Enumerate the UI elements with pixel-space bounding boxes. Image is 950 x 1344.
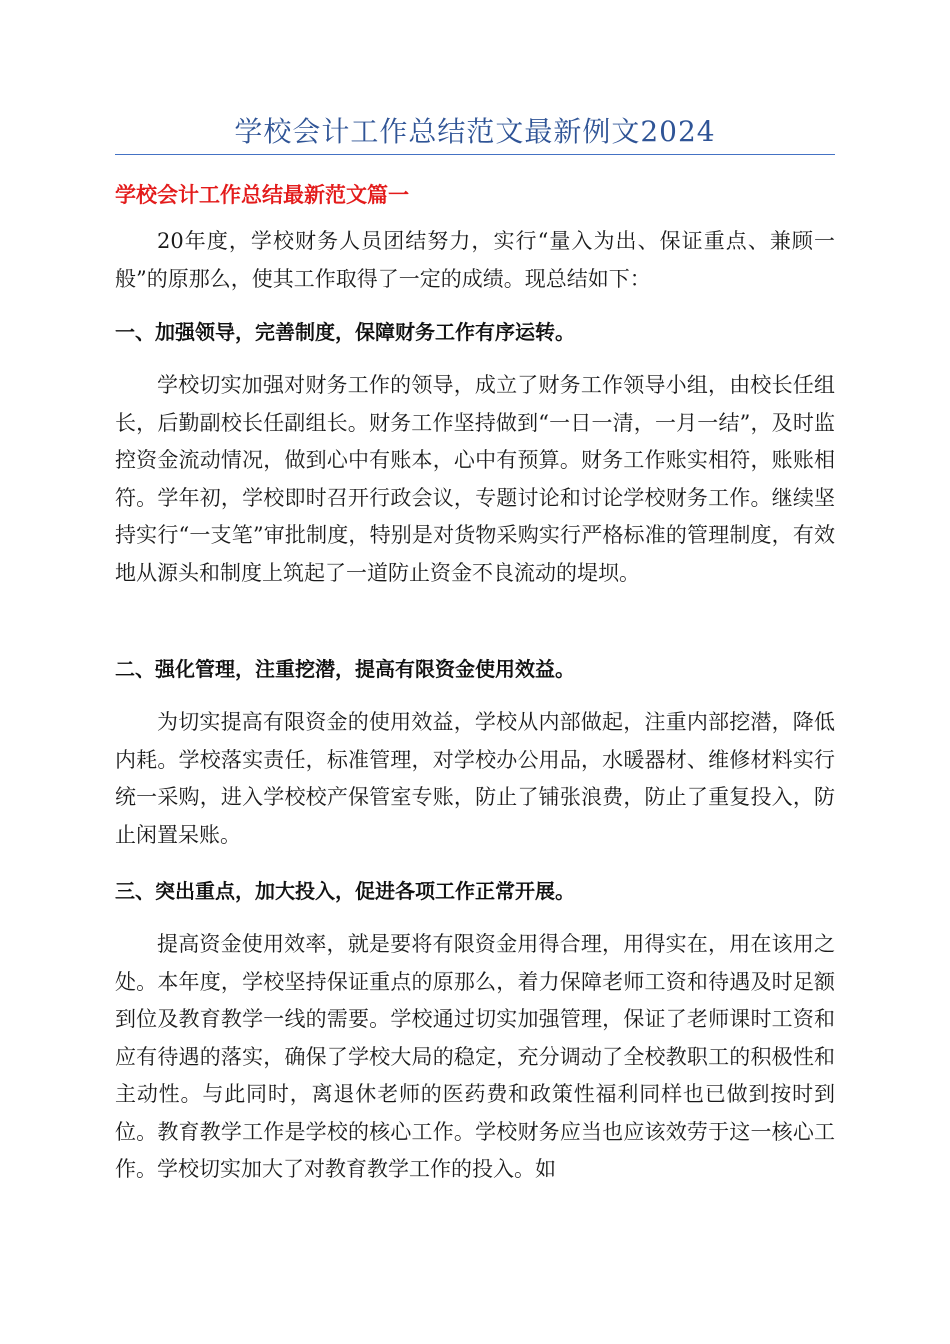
section-subtitle: 学校会计工作总结最新范文篇一 <box>115 183 409 207</box>
title-underline <box>115 154 835 155</box>
section-heading-2: 二、强化管理，注重挖潜，提高有限资金使用效益。 <box>115 657 575 681</box>
section-body-3: 提高资金使用效率，就是要将有限资金用得合理，用得实在，用在该用之处。本年度，学校坚持保证重点的原那么，着力保障老师工资和待遇及时足额到位及教育教学一线的需要。学校通过切实加强管理，保证了老师课时工资和应有待遇的落实，确保了学校大局的稳定，充分调动了全校教职工的积极性和主动性。与此同时，离退休老师的医药费和政策性福利同样也已做到按时到位。教育教学工作是学校的核心工作。学校财务应当也应该效劳于这一核心工作。学校切实加大了对教育教学工作的投入。如 <box>115 932 835 1181</box>
section-body-2: 为切实提高有限资金的使用效益，学校从内部做起，注重内部挖潜，降低内耗。学校落实责任，标准管理，对学校办公用品，水暖器材、维修材料实行统一采购，进入学校校产保管室专账，防止了铺张浪费，防止了重复投入，防止闲置呆账。 <box>115 710 835 847</box>
section-body-1: 学校切实加强对财务工作的领导，成立了财务工作领导小组，由校长任组长，后勤副校长任副组长。财务工作坚持做到“一日一清，一月一结”，及时监控资金流动情况，做到心中有账本，心中有预算。财务工作账实相符，账账相符。学年初，学校即时召开行政会议，专题讨论和讨论学校财务工作。继续坚持实行“一支笔”审批制度，特别是对货物采购实行严格标准的管理制度，有效地从源头和制度上筑起了一道防止资金不良流动的堤坝。 <box>115 373 835 585</box>
section-heading-1: 一、加强领导，完善制度，保障财务工作有序运转。 <box>115 320 575 344</box>
intro-paragraph: 20年度，学校财务人员团结努力，实行“量入为出、保证重点、兼顾一般”的原那么，使其工作取得了一定的成绩。现总结如下： <box>115 229 835 291</box>
section-heading-3: 三、突出重点，加大投入，促进各项工作正常开展。 <box>115 879 575 903</box>
document-title: 学校会计工作总结范文最新例文2024 <box>234 115 716 148</box>
